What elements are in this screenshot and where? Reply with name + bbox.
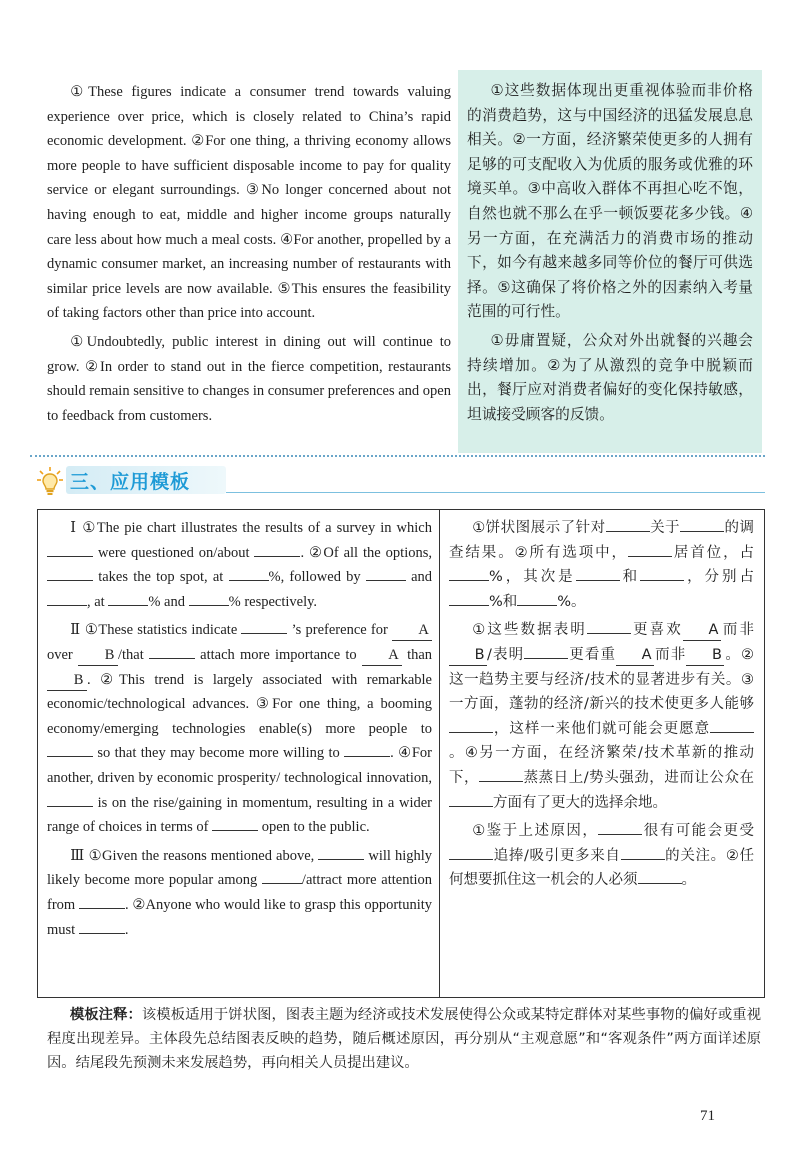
section-title: 三、应用模板 — [70, 471, 191, 493]
chinese-translation-box — [458, 70, 762, 453]
english-template — [47, 516, 432, 942]
column-divider — [439, 510, 440, 997]
template-en-body: Ⅱ ①These statistics indicate ’s preference for A over B /that attach more importance to A than B . ②This trend is largely associated with remarkable economic/technological advances. ③For one thing, a booming economy/emerging technologies enable(s) more people to so that they may become more willing to . ④For another, driven by economic prosperity/ technological innovation, is on the rise/gaining in momentum, resulting in a wider range of choices in terms of open to the public. — [47, 618, 432, 839]
template-zh-intro: ①饼状图展示了针对 关于 的调查结果。②所有选项中， 居首位，占%，其次是 和 ，分别占%和 %。 — [449, 516, 754, 614]
chinese-template — [449, 516, 754, 893]
template-en-conclusion: Ⅲ ①Given the reasons mentioned above, will highly likely become more popular among /attract more attention from . ②Anyone who would like to grasp this opportunity must . — [47, 844, 432, 942]
template-zh-body: ①这些数据表明 更喜欢 A 而非B /表明 更看重 A 而非 B 。②这一趋势主要与经济/技术的显著进步有关。③一方面，蓬勃的经济/新兴的技术使更多人能够，这样一来他们就可能会更愿意。④另一方面，在经济繁荣/技术革新的推动下， 蒸蒸日上/势头强劲，进而让公众在方面有了更大的选择余地。 — [449, 618, 754, 815]
english-conclusion-paragraph: ①Undoubtedly, public interest in dining out will continue to grow. ②In order to stand out in the fierce competition, restaurants should remain sensitive to changes in consumer preferences and open to feedback from customers. — [47, 333, 451, 424]
template-box — [37, 509, 765, 998]
note-label: 模板注释： — [69, 1007, 142, 1023]
chinese-body-paragraph: ①这些数据体现出更重视体验而非价格的消费趋势，这与中国经济的迅猛发展息息相关。②一方面，经济繁荣使更多的人拥有足够的可支配收入为优质的服务或优雅的环境买单。③中高收入群体不再担心吃不饱，自然也就不那么在乎一顿饭要花多少钱。④另一方面，在充满活力的消费市场的推动下，如今有越来越多同等价位的餐厅可供选择。⑤这确保了将价格之外的因素纳入考量范围的可行性。 — [467, 82, 753, 321]
note-text: 该模板适用于饼状图，图表主题为经济或技术发展使得公众或某特定群体对某些事物的偏好或重视程度出现差异。主体段先总结图表反映的趋势，随后概述原因，再分别从“主观意愿”和“客观条件”两方面详述原因。结尾段先预测未来发展趋势，再向相关人员提出建议。 — [47, 1007, 762, 1071]
lightbulb-icon — [36, 466, 64, 496]
template-zh-conclusion: ①鉴于上述原因， 很有可能会更受追捧/吸引更多来自 的关注。②任何想要抓住这一机会的人必须 。 — [449, 819, 754, 893]
template-note — [47, 1003, 761, 1075]
chinese-conclusion-paragraph: ①毋庸置疑，公众对外出就餐的兴趣会持续增加。②为了从激烈的竞争中脱颖而出，餐厅应对消费者偏好的变化保持敏感，坦诚接受顾客的反馈。 — [467, 331, 753, 423]
template-en-intro: Ⅰ ①The pie chart illustrates the results of a survey in which were questioned on/about . ②Of all the options, takes the top spot, at %, followed by and , at % and % respectively. — [47, 516, 432, 614]
page-number: 71 — [700, 1108, 715, 1124]
section-heading — [30, 464, 765, 498]
english-body-paragraph: ①These figures indicate a consumer trend towards valuing experience over price, which is closely related to China’s rapid economic development. ②For one thing, a thriving economy allows more people to have sufficient disposable income to pay for quality service or elegant surroundings. ③No longer concerned about not having enough to eat, middle and higher income groups naturally care less about how much a meal costs. ④For another, propelled by a dynamic consumer market, an increasing number of restaurants with similar price levels are now available. ⑤This ensures the feasibility of taking factors other than price into account. — [47, 84, 451, 322]
dotted-separator — [30, 455, 765, 457]
upper-english-passage — [47, 80, 451, 428]
